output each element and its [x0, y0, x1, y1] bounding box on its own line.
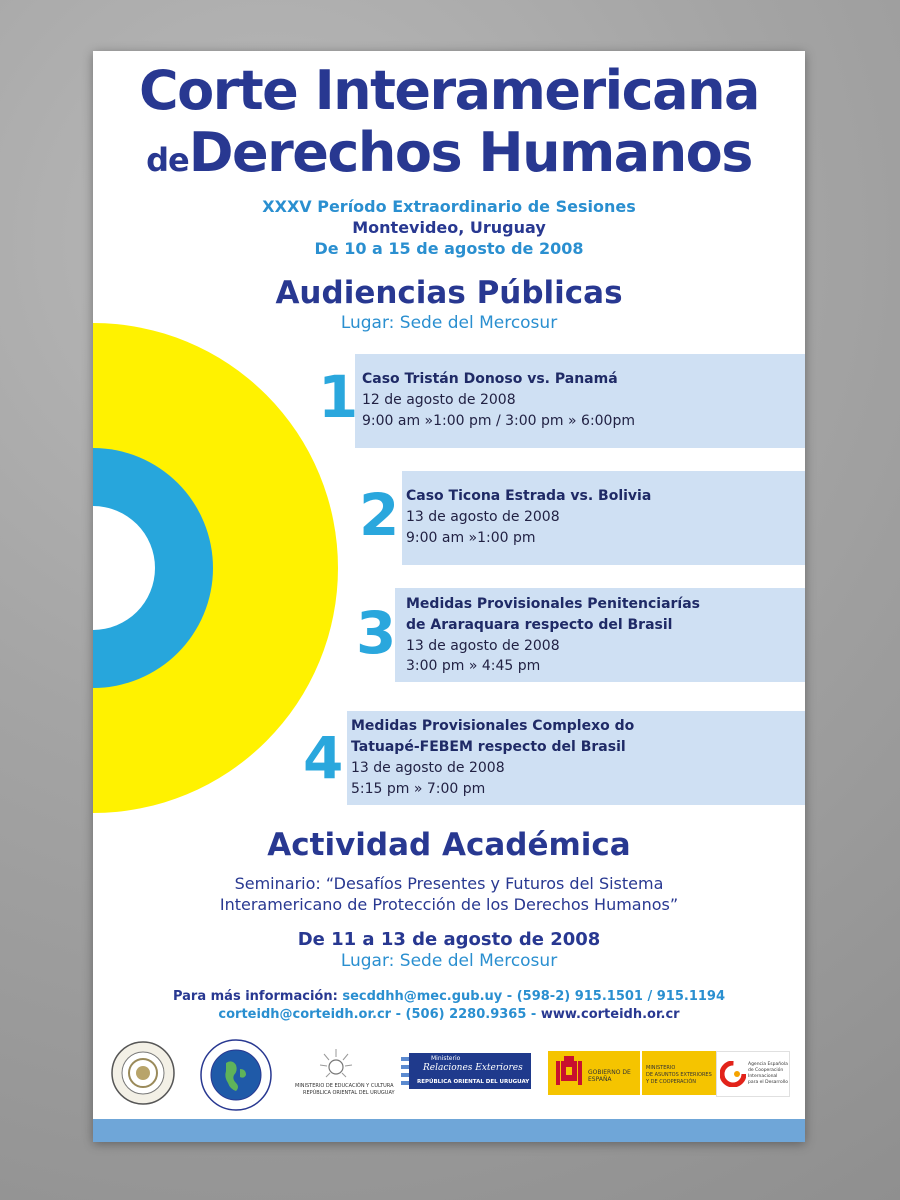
location-text: Montevideo, Uruguay	[352, 218, 546, 237]
hearing-number-3: 3	[356, 599, 397, 667]
contact-label: Para más información:	[172, 989, 338, 1004]
hearing-date-2: 13 de agosto de 2008	[406, 509, 560, 525]
session-text: XXXV Período Extraordinario de Sesiones	[262, 197, 636, 216]
aecid-text-1: Agencia Española	[748, 1062, 788, 1067]
hearing-title-4b: Tatuapé-FEBEM respecto del Brasil	[351, 739, 626, 755]
seminar-line-2: Interamericano de Protección de los Derechos Humanos”	[219, 895, 679, 914]
oea-seal-icon	[111, 1041, 175, 1105]
aecid-c-icon	[720, 1061, 746, 1087]
academica-title: Actividad Académica	[267, 827, 631, 863]
contact-phone-1: - (598-2) 915.1501 / 915.1194	[506, 989, 726, 1004]
hearing-number-2: 2	[359, 481, 400, 549]
aecid-text-3: Internacional	[748, 1074, 778, 1079]
rree-text-3: REPÚBLICA ORIENTAL DEL URUGUAY	[417, 1079, 530, 1085]
rree-stripes	[401, 1053, 409, 1089]
maec-logo	[642, 1051, 716, 1095]
rree-logo	[401, 1053, 531, 1089]
sun-icon	[293, 1047, 379, 1081]
hearing-date-3: 13 de agosto de 2008	[406, 638, 560, 654]
aecid-text-4: para el Desarrollo	[748, 1080, 788, 1085]
title-main: Derechos Humanos	[188, 121, 752, 184]
hearing-date-1: 12 de agosto de 2008	[362, 392, 516, 408]
hearing-date-4: 13 de agosto de 2008	[351, 760, 505, 776]
oea-seal-logo	[111, 1041, 175, 1105]
rree-text-1: Ministerio	[431, 1055, 461, 1062]
title-line-2	[93, 121, 805, 184]
academica-place: Lugar: Sede del Mercosur	[340, 951, 558, 971]
mec-text-1: MINISTERIO DE EDUCACIÓN Y CULTURA	[295, 1083, 394, 1089]
hearing-time-2: 9:00 am »1:00 pm	[406, 530, 536, 546]
maec-text-3: Y DE COOPERACIÓN	[646, 1079, 697, 1085]
gobierno-text: GOBIERNO DE ESPAÑA	[588, 1069, 631, 1083]
contact-line-1	[93, 989, 805, 1004]
hearing-time-4: 5:15 pm » 7:00 pm	[351, 781, 486, 797]
hearing-time-3: 3:00 pm » 4:45 pm	[406, 658, 541, 674]
hearing-number-1: 1	[318, 363, 359, 431]
sponsor-logos	[93, 1041, 805, 1121]
hearing-title-4a: Medidas Provisionales Complexo do	[351, 718, 635, 734]
hearing-title-3b: de Araraquara respecto del Brasil	[406, 617, 673, 633]
rree-text-2: Relaciones Exteriores	[423, 1063, 523, 1073]
contact-line-2	[93, 1007, 805, 1022]
seminar-line-1: Seminario: “Desafíos Presentes y Futuros del Sistema	[234, 874, 664, 893]
hearing-title-2: Caso Ticona Estrada vs. Bolivia	[406, 488, 652, 504]
hearing-number-4: 4	[303, 724, 344, 792]
poster	[93, 51, 805, 1142]
hearing-title-1: Caso Tristán Donoso vs. Panamá	[362, 371, 618, 387]
maec-text-2: DE ASUNTOS EXTERIORES	[646, 1072, 712, 1078]
audiencias-place: Lugar: Sede del Mercosur	[340, 313, 558, 333]
aecid-text-2: de Cooperación	[748, 1068, 784, 1073]
mec-logo	[293, 1047, 395, 1103]
session-dates: De 10 a 15 de agosto de 2008	[314, 239, 584, 258]
gobierno-espana-logo	[548, 1051, 640, 1095]
title-prefix: de	[146, 141, 189, 179]
aecid-logo	[716, 1051, 790, 1097]
hearing-time-1: 9:00 am »1:00 pm / 3:00 pm » 6:00pm	[362, 413, 635, 429]
maec-text-1: MINISTERIO	[646, 1065, 676, 1071]
academica-dates: De 11 a 13 de agosto de 2008	[297, 929, 601, 950]
audiencias-title: Audiencias Públicas	[275, 275, 623, 311]
footer-bar	[93, 1119, 805, 1142]
contact-phone-2: - (506) 2280.9365 -	[395, 1007, 537, 1022]
mec-text-2: REPÚBLICA ORIENTAL DEL URUGUAY	[303, 1090, 395, 1096]
title-line-1: Corte Interamericana	[138, 59, 759, 122]
corte-seal-logo	[200, 1039, 272, 1111]
contact-web[interactable]: www.corteidh.or.cr	[540, 1007, 680, 1022]
coat-of-arms-icon	[552, 1053, 586, 1093]
contact-email-2[interactable]: corteidh@corteidh.or.cr	[218, 1007, 392, 1022]
contact-email-1[interactable]: secddhh@mec.gub.uy	[342, 989, 503, 1004]
hearing-title-3a: Medidas Provisionales Penitenciarías	[406, 596, 700, 612]
corte-seal-icon	[200, 1039, 272, 1111]
